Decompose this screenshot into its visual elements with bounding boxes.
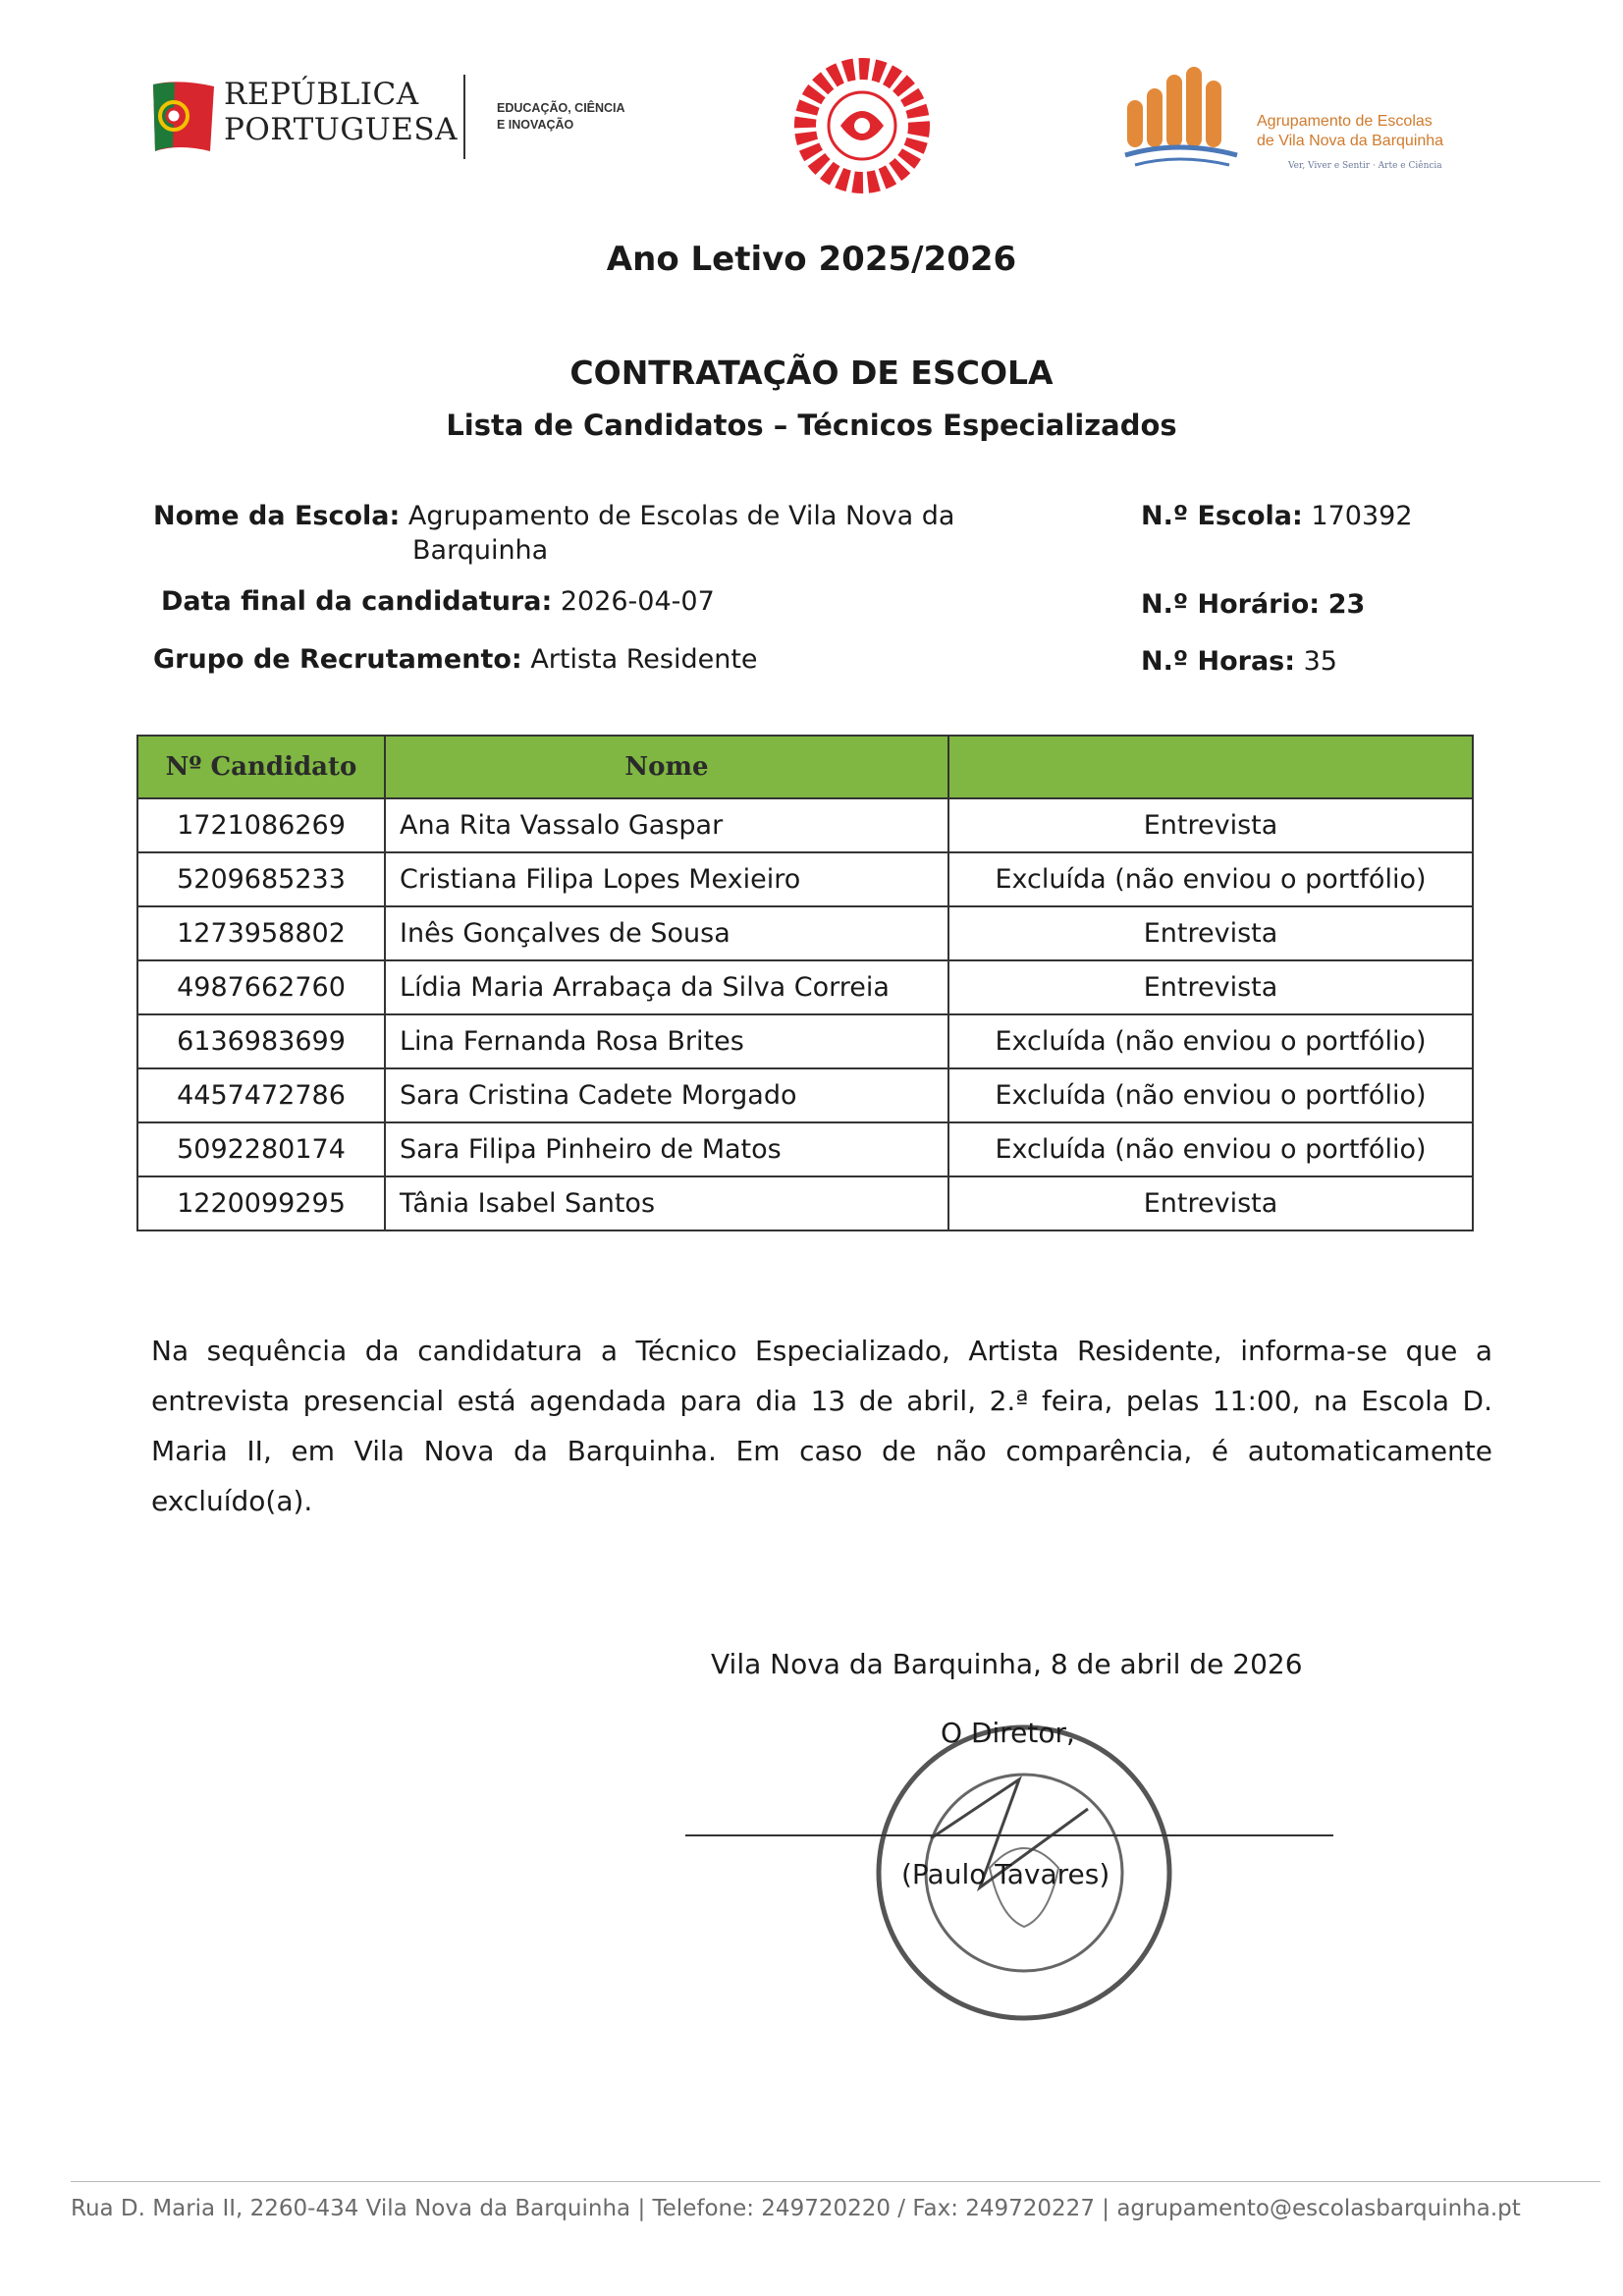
table-row bbox=[137, 960, 1473, 1014]
candidate-name: Cristiana Filipa Lopes Mexieiro bbox=[385, 852, 948, 906]
hours-field: N.º Horas: 35 bbox=[1141, 646, 1337, 677]
candidate-name: Inês Gonçalves de Sousa bbox=[385, 906, 948, 960]
candidate-number: 4457472786 bbox=[137, 1068, 385, 1122]
director-name: (Paulo Tavares) bbox=[901, 1858, 1110, 1890]
schedule-number-field: N.º Horário: 23 bbox=[1141, 589, 1366, 620]
candidate-status: Excluída (não enviou o portfólio) bbox=[948, 1068, 1473, 1122]
agrupamento-motto: Ver, Viver e Sentir · Arte e Ciência bbox=[1288, 161, 1442, 171]
candidate-number: 1721086269 bbox=[137, 798, 385, 852]
candidate-name: Sara Filipa Pinheiro de Matos bbox=[385, 1122, 948, 1176]
agrupamento-emblem-icon bbox=[1119, 61, 1247, 179]
candidate-number: 5092280174 bbox=[137, 1122, 385, 1176]
recruitment-group-field: Grupo de Recrutamento: Artista Residente bbox=[153, 644, 758, 675]
candidate-name: Tânia Isabel Santos bbox=[385, 1176, 948, 1230]
candidate-status: Entrevista bbox=[948, 960, 1473, 1014]
portugal-flag-icon bbox=[149, 79, 218, 157]
school-year-title: Ano Letivo 2025/2026 bbox=[606, 240, 1017, 279]
table-row bbox=[137, 1068, 1473, 1122]
signature-line bbox=[685, 1834, 1333, 1836]
document-title: CONTRATAÇÃO DE ESCOLA bbox=[569, 354, 1054, 392]
footer-divider bbox=[71, 2181, 1600, 2182]
candidate-name: Ana Rita Vassalo Gaspar bbox=[385, 798, 948, 852]
candidate-number: 1220099295 bbox=[137, 1176, 385, 1230]
interview-notice-paragraph: Na sequência da candidatura a Técnico Especializado, Artista Residente, informa-se que a entrevista presencial está agendada para dia 13 de abril, 2.ª feira, pelas 11:00, na Escola D. Maria II, em Vila Nova da Barquinha. Em caso de não comparência, é automaticamente excluído(a). bbox=[151, 1335, 1492, 1517]
agrupamento-name: Agrupamento de Escolas de Vila Nova da Barquinha bbox=[1257, 113, 1444, 149]
candidates-table bbox=[136, 735, 1474, 1231]
candidate-status: Excluída (não enviou o portfólio) bbox=[948, 1122, 1473, 1176]
republica-portuguesa-logo bbox=[149, 71, 660, 169]
table-row bbox=[137, 906, 1473, 960]
school-name-field: Nome da Escola: Agrupamento de Escolas de Vila Nova da Barquinha bbox=[153, 501, 955, 566]
candidate-number: 1273958802 bbox=[137, 906, 385, 960]
candidate-name: Lídia Maria Arrabaça da Silva Correia bbox=[385, 960, 948, 1014]
document-subtitle: Lista de Candidatos – Técnicos Especializados bbox=[446, 409, 1177, 442]
ministry-name: EDUCAÇÃO, CIÊNCIA E INOVAÇÃO bbox=[497, 101, 625, 132]
table-row bbox=[137, 1014, 1473, 1068]
candidate-status: Excluída (não enviou o portfólio) bbox=[948, 852, 1473, 906]
candidate-number: 4987662760 bbox=[137, 960, 385, 1014]
candidate-name: Sara Cristina Cadete Morgado bbox=[385, 1068, 948, 1122]
table-row bbox=[137, 1176, 1473, 1230]
table-row bbox=[137, 1122, 1473, 1176]
plano-nacional-artes-logo bbox=[793, 57, 931, 194]
table-row bbox=[137, 798, 1473, 852]
place-and-date: Vila Nova da Barquinha, 8 de abril de 2026 bbox=[711, 1648, 1303, 1680]
column-header-number: Nº Candidato bbox=[137, 736, 385, 798]
school-number-field: N.º Escola: 170392 bbox=[1141, 501, 1413, 531]
candidate-status: Excluída (não enviou o portfólio) bbox=[948, 1014, 1473, 1068]
candidate-name: Lina Fernanda Rosa Brites bbox=[385, 1014, 948, 1068]
candidate-status: Entrevista bbox=[948, 906, 1473, 960]
candidate-number: 6136983699 bbox=[137, 1014, 385, 1068]
column-header-name: Nome bbox=[385, 736, 948, 798]
deadline-field: Data final da candidatura: 2026-04-07 bbox=[161, 586, 715, 617]
agrupamento-logo bbox=[1119, 61, 1492, 179]
footer-contact: Rua D. Maria II, 2260-434 Vila Nova da Barquinha | Telefone: 249720220 / Fax: 249720227 | agrupamento@escolasbarquinha.pt bbox=[71, 2196, 1521, 2221]
column-header-status bbox=[948, 736, 1473, 798]
table-header-row bbox=[137, 736, 1473, 798]
republica-line1: REPÚBLICA bbox=[224, 77, 419, 112]
candidate-status: Entrevista bbox=[948, 1176, 1473, 1230]
republica-line2: PORTUGUESA bbox=[224, 112, 459, 147]
table-row bbox=[137, 852, 1473, 906]
logo-divider bbox=[463, 75, 465, 159]
candidate-number: 5209685233 bbox=[137, 852, 385, 906]
candidate-status: Entrevista bbox=[948, 798, 1473, 852]
director-role: O Diretor, bbox=[941, 1717, 1075, 1749]
